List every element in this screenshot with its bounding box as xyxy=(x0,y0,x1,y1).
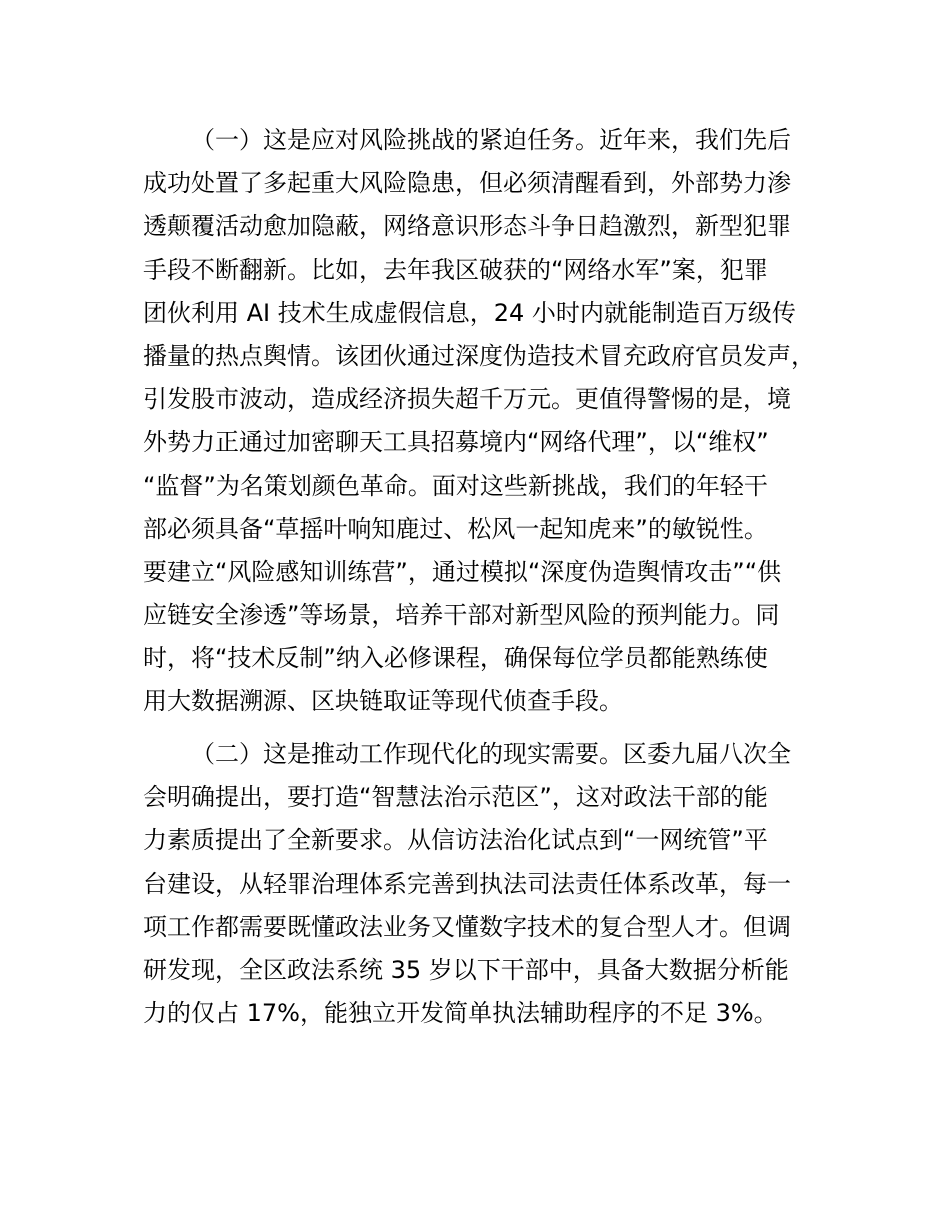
text-line: 时，将“技术反制”纳入必修课程，确保每位学员都能熟练使 xyxy=(143,644,768,673)
text-line: 手段不断翻新。比如，去年我区破获的“网络水军”案，犯罪 xyxy=(143,255,768,284)
text-line: 力素质提出了全新要求。从信访法治化试点到“一网统管”平 xyxy=(143,826,768,855)
text-line: 力的仅占 17%，能独立开发简单执法辅助程序的不足 3%。 xyxy=(143,999,778,1028)
text-line: 用大数据溯源、区块链取证等现代侦查手段。 xyxy=(143,687,623,716)
text-line: 部必须具备“草摇叶响知鹿过、松风一起知虎来”的敏锐性。 xyxy=(143,514,768,543)
text-line: 透颠覆活动愈加隐蔽，网络意识形态斗争日趋激烈，新型犯罪 xyxy=(143,212,791,241)
text-line: 会明确提出，要打造“智慧法治示范区”，这对政法干部的能 xyxy=(143,783,768,812)
text-line: 引发股市波动，造成经济损失超千万元。更值得警惕的是，境 xyxy=(143,385,791,414)
text-line: 成功处置了多起重大风险隐患，但必须清醒看到，外部势力渗 xyxy=(143,169,791,198)
text-line: “监督”为名策划颜色革命。面对这些新挑战，我们的年轻干 xyxy=(143,471,768,500)
text-line: 项工作都需要既懂政法业务又懂数字技术的复合型人才。但调 xyxy=(143,912,791,941)
text-line: 播量的热点舆情。该团伙通过深度伪造技术冒充政府官员发声， xyxy=(143,341,815,370)
text-line: 应链安全渗透”等场景，培养干部对新型风险的预判能力。同 xyxy=(143,601,780,630)
text-line: 台建设，从轻罪治理体系完善到执法司法责任体系改革，每一 xyxy=(143,869,791,898)
text-line: 团伙利用 AI 技术生成虚假信息，24 小时内就能制造百万级传 xyxy=(143,298,796,327)
paragraph-modernization-needs xyxy=(143,733,823,1035)
text-line: 外势力正通过加密聊天工具招募境内“网络代理”，以“维权” xyxy=(143,428,769,457)
text-line: （二）这是推动工作现代化的现实需要。区委九届八次全 xyxy=(191,740,791,768)
text-line: 要建立“风险感知训练营”，通过模拟“深度伪造舆情攻击”“供 xyxy=(143,557,782,586)
text-line: （一）这是应对风险挑战的紧迫任务。近年来，我们先后 xyxy=(191,126,791,154)
text-line: 研发现，全区政法系统 35 岁以下干部中，具备大数据分析能 xyxy=(143,955,789,984)
paragraph-risk-challenges xyxy=(143,119,823,724)
